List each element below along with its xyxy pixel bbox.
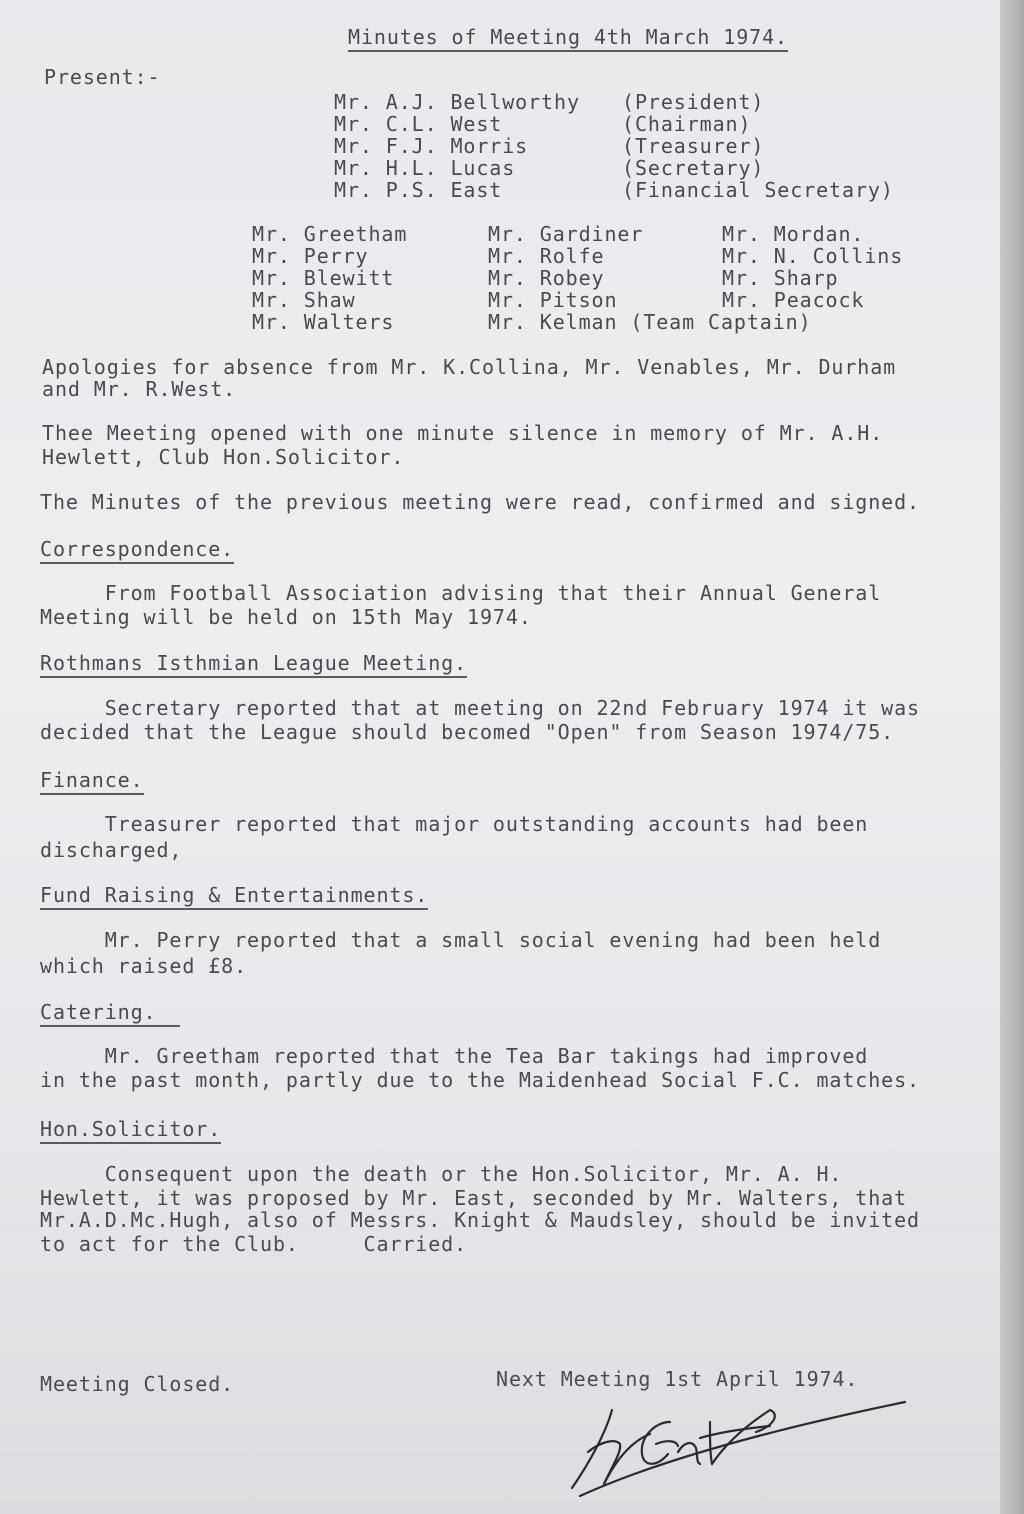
member-name: Mr. Gardiner [488, 222, 644, 246]
member-name: Mr. Shaw [252, 288, 356, 312]
section-line: Treasurer reported that major outstanding accounts had been [40, 812, 869, 836]
member-name: Mr. Mordan. [722, 222, 865, 246]
member-name: Mr. Sharp [722, 266, 839, 290]
section-line: Mr. Greetham reported that the Tea Bar takings had improved [40, 1044, 869, 1068]
officer-name: Mr. F.J. Morris [334, 134, 529, 158]
officer-role: (Secretary) [622, 156, 765, 180]
section-heading-league: Rothmans Isthmian League Meeting. [40, 652, 467, 678]
member-name: Mr. Pitson [488, 288, 618, 312]
present-label: Present:- [44, 65, 161, 89]
signature [560, 1392, 920, 1502]
officer-role: (President) [622, 90, 765, 114]
section-line: in the past month, partly due to the Maidenhead Social F.C. matches. [40, 1068, 920, 1092]
next-meeting: Next Meeting 1st April 1974. [496, 1367, 859, 1391]
officer-name: Mr. H.L. Lucas [334, 156, 516, 180]
member-name: Mr. Walters [252, 310, 395, 334]
section-line: Secretary reported that at meeting on 22nd February 1974 it was [40, 696, 920, 720]
previous-minutes: The Minutes of the previous meeting were read, confirmed and signed. [40, 490, 920, 514]
section-line: decided that the League should becomed "Open" from Season 1974/75. [40, 720, 895, 744]
section-line: which raised £8. [40, 954, 248, 978]
officer-role: (Financial Secretary) [622, 178, 894, 202]
member-name: Mr. Kelman (Team Captain) [488, 310, 812, 334]
section-line: Mr.A.D.Mc.Hugh, also of Messrs. Knight & Maudsley, should be invited [40, 1208, 920, 1232]
section-heading-catering: Catering. [40, 1001, 180, 1027]
section-heading-fund-raising: Fund Raising & Entertainments. [40, 884, 428, 910]
section-line: Mr. Perry reported that a small social evening had been held [40, 928, 882, 952]
section-heading-finance: Finance. [40, 769, 144, 795]
officer-name: Mr. P.S. East [334, 178, 503, 202]
section-heading-hon-solicitor: Hon.Solicitor. [40, 1118, 221, 1144]
section-line: Meeting will be held on 15th May 1974. [40, 605, 532, 629]
officer-name: Mr. C.L. West [334, 112, 503, 136]
section-line: Hewlett, it was proposed by Mr. East, seconded by Mr. Walters, that [40, 1186, 908, 1210]
paper-edge [1000, 0, 1024, 1514]
member-name: Mr. Robey [488, 266, 605, 290]
member-name: Mr. Peacock [722, 288, 865, 312]
officer-name: Mr. A.J. Bellworthy [334, 90, 580, 114]
officer-role: (Chairman) [622, 112, 752, 136]
section-line: to act for the Club. Carried. [40, 1232, 468, 1256]
officer-role: (Treasurer) [622, 134, 765, 158]
page-title: Minutes of Meeting 4th March 1974. [348, 26, 788, 52]
section-line: Consequent upon the death or the Hon.Solicitor, Mr. A. H. [40, 1162, 843, 1186]
apologies-line: and Mr. R.West. [42, 377, 237, 401]
section-heading-correspondence: Correspondence. [40, 538, 234, 564]
silence-line: Thee Meeting opened with one minute silence in memory of Mr. A.H. [42, 421, 884, 445]
member-name: Mr. Blewitt [252, 266, 395, 290]
section-line: From Football Association advising that their Annual General [40, 581, 882, 605]
member-name: Mr. N. Collins [722, 244, 904, 268]
apologies-line: Apologies for absence from Mr. K.Collina, Mr. Venables, Mr. Durham [42, 355, 897, 379]
member-name: Mr. Perry [252, 244, 369, 268]
member-name: Mr. Greetham [252, 222, 408, 246]
meeting-closed: Meeting Closed. [40, 1372, 235, 1396]
section-line: discharged, [40, 838, 183, 862]
silence-line: Hewlett, Club Hon.Solicitor. [42, 445, 405, 469]
member-name: Mr. Rolfe [488, 244, 605, 268]
